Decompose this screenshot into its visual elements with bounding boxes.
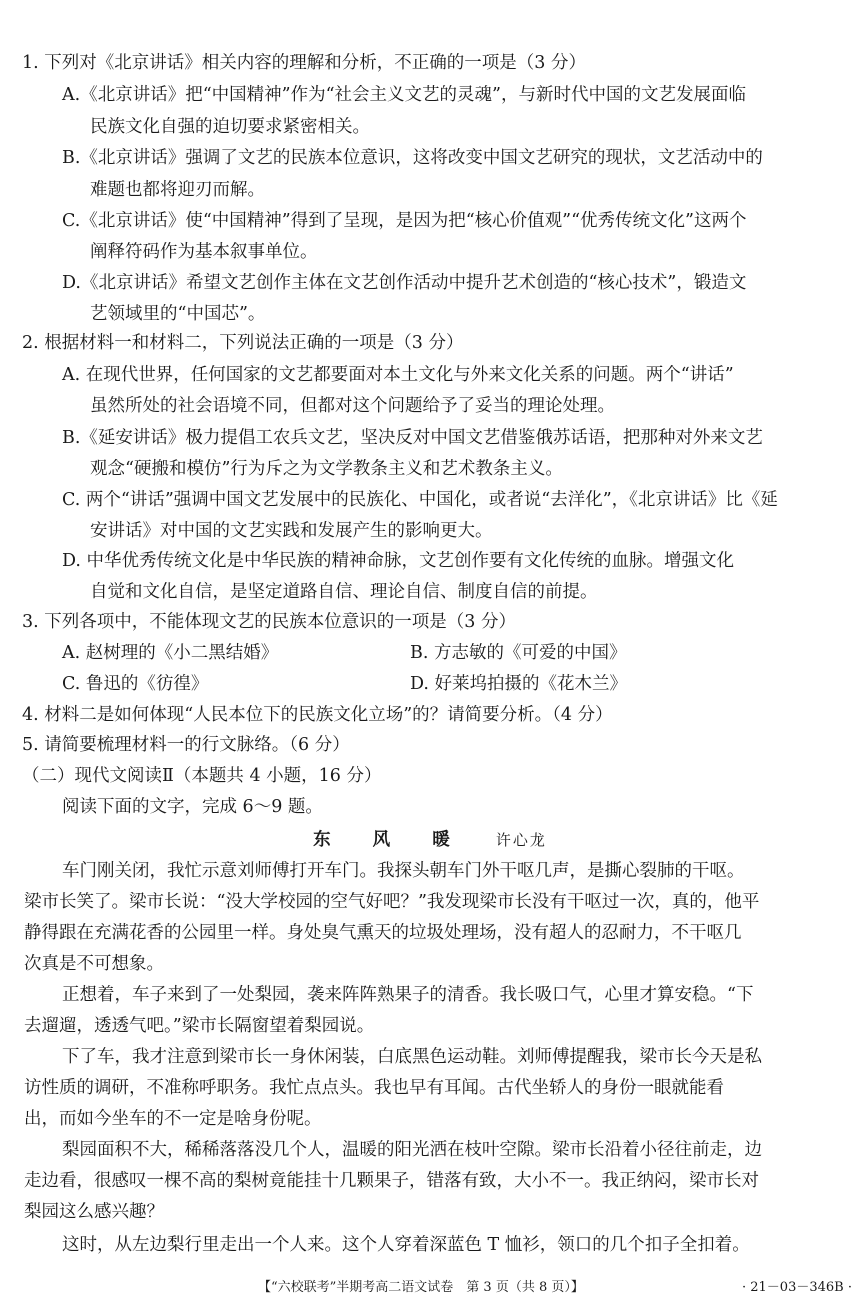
- q2-option-a-cont: 虽然所处的社会语境不同，但都对这个问题给予了妥当的理论处理。: [90, 396, 615, 416]
- story-paragraph-line: 梁市长笑了。梁市长说：“没大学校园的空气好吧？”我发现梁市长没有干呕过一次，真的，他平: [24, 892, 760, 912]
- q1-stem: 1. 下列对《北京讲话》相关内容的理解和分析，不正确的一项是（3 分）: [22, 53, 586, 73]
- q4-stem: 4. 材料二是如何体现“人民本位下的民族文化立场”的？请简要分析。（4 分）: [22, 705, 613, 725]
- q2-option-d-cont: 自觉和文化自信，是坚定道路自信、理论自信、制度自信的前提。: [90, 582, 598, 602]
- q2-stem: 2. 根据材料一和材料二，下列说法正确的一项是（3 分）: [22, 333, 464, 353]
- q1-option-a: A.《北京讲话》把“中国精神”作为“社会主义文艺的灵魂”，与新时代中国的文艺发展面临: [62, 85, 746, 105]
- q1-option-b: B.《北京讲话》强调了文艺的民族本位意识，这将改变中国文艺研究的现状，文艺活动中的: [62, 148, 763, 168]
- q2-option-d: D. 中华优秀传统文化是中华民族的精神命脉，文艺创作要有文化传统的血脉。增强文化: [62, 551, 735, 571]
- q2-option-b: B.《延安讲话》极力提倡工农兵文艺，坚决反对中国文艺借鉴俄苏话语，把那种对外来文艺: [62, 428, 763, 448]
- q3-stem: 3. 下列各项中，不能体现文艺的民族本位意识的一项是（3 分）: [22, 612, 516, 632]
- story-paragraph-line: 静得跟在充满花香的公园里一样。身处臭气熏天的垃圾处理场，没有超人的忍耐力，不干呕几: [24, 923, 742, 943]
- q1-option-c-cont: 阐释符码作为基本叙事单位。: [90, 242, 318, 262]
- story-paragraph-line: 正想着，车子来到了一处梨园，袭来阵阵熟果子的清香。我长吸口气，心里才算安稳。“下: [62, 985, 754, 1005]
- q2-option-a: A. 在现代世界，任何国家的文艺都要面对本土文化与外来文化关系的问题。两个“讲话”: [62, 365, 734, 385]
- q2-option-c-cont: 安讲话》对中国的文艺实践和发展产生的影响更大。: [90, 521, 493, 541]
- q2-option-c: C. 两个“讲话”强调中国文艺发展中的民族化、中国化，或者说“去洋化”，《北京讲话》比《延: [62, 490, 778, 510]
- q3-options-row-2: [0, 669, 860, 700]
- footer-code: · 21－03－346B ·: [742, 1280, 852, 1295]
- q3-option-a: A. 赵树理的《小二黑结婚》: [62, 643, 279, 663]
- story-paragraph-line: 梨园这么感兴趣？: [24, 1202, 164, 1222]
- story-paragraph-line: 车门刚关闭，我忙示意刘师傅打开车门。我探头朝车门外干呕几声，是撕心裂肺的干呕。: [62, 861, 745, 881]
- section-instruction: 阅读下面的文字，完成 6～9 题。: [62, 797, 323, 817]
- story-title: 东 风 暖: [313, 830, 468, 850]
- story-paragraph-line: 走边看，很感叹一棵不高的梨树竟能挂十几颗果子，错落有致，大小不一。我正纳闷，梁市长对: [24, 1171, 759, 1191]
- q3-options-row-1: [0, 638, 860, 669]
- q3-option-b: B. 方志敏的《可爱的中国》: [410, 643, 627, 663]
- q1-option-d: D.《北京讲话》希望文艺创作主体在文艺创作活动中提升艺术创造的“核心技术”，锻造文: [62, 273, 747, 293]
- story-paragraph-line: 去遛遛，透透气吧。”梁市长隔窗望着梨园说。: [24, 1016, 375, 1036]
- q3-option-d: D. 好莱坞拍摄的《花木兰》: [410, 674, 628, 694]
- story-paragraph-line: 访性质的调研，不准称呼职务。我忙点点头。我也早有耳闻。古代坐轿人的身份一眼就能看: [24, 1078, 724, 1098]
- story-paragraph-line: 这时，从左边梨行里走出一个人来。这个人穿着深蓝色 T 恤衫，领口的几个扣子全扣着。: [62, 1235, 750, 1255]
- story-author: 许心龙: [495, 831, 547, 849]
- q1-option-d-cont: 艺领域里的“中国芯”。: [90, 304, 266, 324]
- q1-option-b-cont: 难题也都将迎刃而解。: [90, 180, 265, 200]
- q3-option-c: C. 鲁迅的《彷徨》: [62, 674, 209, 694]
- q1-option-c: C.《北京讲话》使“中国精神”得到了呈现，是因为把“核心价值观”“优秀传统文化”这两个: [62, 211, 747, 231]
- q5-stem: 5. 请简要梳理材料一的行文脉络。（6 分）: [22, 735, 350, 755]
- story-paragraph-line: 出，而如今坐车的不一定是啥身份呢。: [24, 1109, 322, 1129]
- q1-option-a-cont: 民族文化自强的迫切要求紧密相关。: [90, 117, 370, 137]
- q2-option-b-cont: 观念“硬搬和模仿”行为斥之为文学教条主义和艺术教条主义。: [90, 459, 563, 479]
- story-title-line: [0, 825, 860, 856]
- story-paragraph-line: 梨园面积不大，稀稀落落没几个人，温暖的阳光洒在枝叶空隙。梁市长沿着小径往前走，边: [62, 1140, 762, 1160]
- story-paragraph-line: 下了车，我才注意到梁市长一身休闲装，白底黑色运动鞋。刘师傅提醒我，梁市长今天是私: [62, 1047, 762, 1067]
- section-heading: （二）现代文阅读Ⅱ（本题共 4 小题，16 分）: [22, 766, 382, 786]
- footer-page-info: 【“六校联考”半期考高二语文试卷 第 3 页（共 8 页）】: [258, 1280, 584, 1295]
- story-paragraph-line: 次真是不可想象。: [24, 954, 164, 974]
